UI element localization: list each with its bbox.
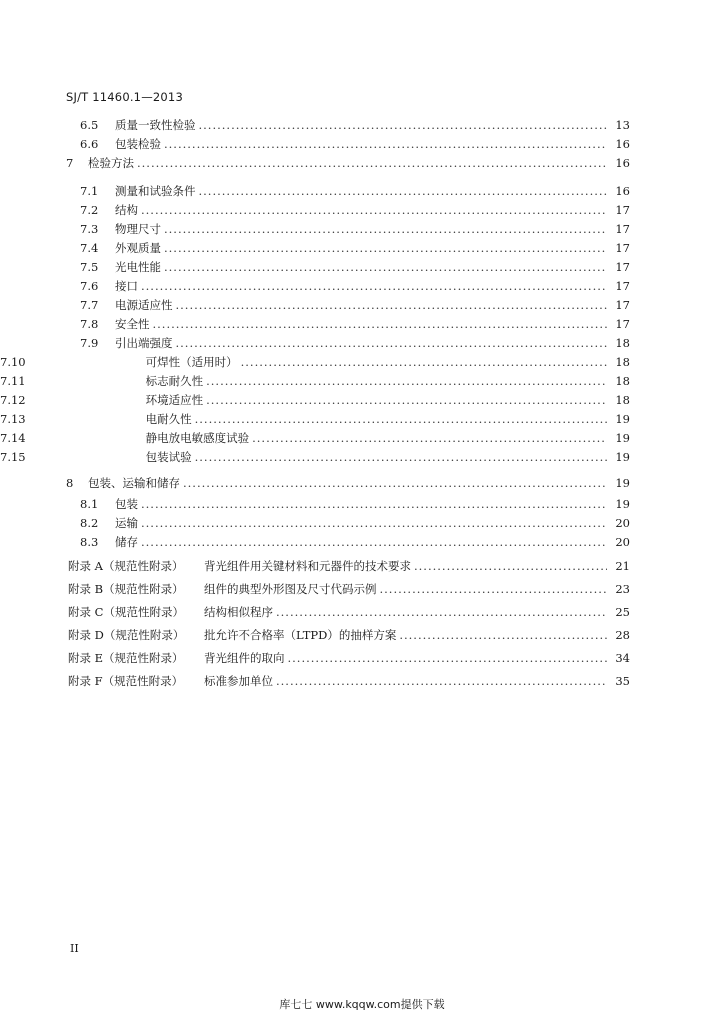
toc-entry-title: 检验方法 bbox=[88, 156, 134, 170]
toc-entry-title: 批允许不合格率（LTPD）的抽样方案 bbox=[204, 628, 397, 642]
toc-entry-page: 19 bbox=[615, 476, 630, 490]
toc-entry-title: 背光组件用关键材料和元器件的技术要求 bbox=[204, 559, 411, 573]
toc-dot-leader bbox=[164, 258, 607, 276]
toc-entry-number: 附录 A（规范性附录） bbox=[68, 559, 184, 573]
toc-entry-number: 7.6 bbox=[80, 279, 99, 293]
toc-entry-number: 附录 F（规范性附录） bbox=[68, 674, 184, 688]
toc-entry-page: 16 bbox=[615, 137, 630, 151]
toc-entry[interactable] bbox=[0, 239, 724, 257]
toc-entry-title: 物理尺寸 bbox=[115, 222, 161, 236]
toc-entry-number: 7.8 bbox=[80, 317, 99, 331]
toc-entry-page: 34 bbox=[615, 651, 630, 665]
toc-entry-number: 8 bbox=[66, 476, 74, 490]
toc-entry-page: 23 bbox=[615, 582, 630, 596]
toc-entry-number: 7.9 bbox=[80, 336, 99, 350]
toc-entry-title: 组件的典型外形图及尺寸代码示例 bbox=[204, 582, 377, 596]
toc-entry[interactable] bbox=[0, 410, 724, 428]
toc-entry[interactable] bbox=[0, 557, 724, 575]
toc-dot-leader bbox=[288, 649, 608, 667]
toc-entry[interactable] bbox=[0, 116, 724, 134]
toc-entry-number: 6.6 bbox=[80, 137, 99, 151]
toc-entry[interactable] bbox=[0, 649, 724, 667]
toc-entry[interactable] bbox=[0, 474, 724, 492]
toc-entry-number: 8.1 bbox=[80, 497, 99, 511]
toc-entry-page: 19 bbox=[615, 497, 630, 511]
toc-dot-leader bbox=[141, 201, 607, 219]
toc-entry-title: 安全性 bbox=[115, 317, 150, 331]
toc-dot-leader bbox=[164, 135, 607, 153]
toc-dot-leader bbox=[164, 220, 607, 238]
toc-entry-page: 19 bbox=[615, 450, 630, 464]
toc-entry[interactable] bbox=[0, 258, 724, 276]
toc-dot-leader bbox=[206, 372, 607, 390]
toc-dot-leader bbox=[195, 410, 607, 428]
toc-entry-title: 包装、运输和储存 bbox=[88, 476, 180, 490]
toc-entry-page: 16 bbox=[615, 184, 630, 198]
toc-entry[interactable] bbox=[0, 626, 724, 644]
toc-dot-leader bbox=[195, 448, 607, 466]
toc-entry-title: 引出端强度 bbox=[115, 336, 173, 350]
toc-entry-title: 静电放电敏感度试验 bbox=[145, 431, 250, 445]
toc-entry-page: 35 bbox=[615, 674, 630, 688]
toc-entry-title: 电耐久性 bbox=[145, 412, 192, 426]
toc-dot-leader bbox=[137, 154, 607, 172]
toc-entry-title: 储存 bbox=[115, 535, 138, 549]
toc-entry-page: 17 bbox=[615, 222, 630, 236]
toc-entry[interactable] bbox=[0, 514, 724, 532]
toc-entry-number: 附录 C（规范性附录） bbox=[68, 605, 184, 619]
toc-entry[interactable] bbox=[0, 353, 724, 371]
toc-entry-number: 7.11 bbox=[0, 374, 26, 388]
toc-entry-title: 测量和试验条件 bbox=[115, 184, 196, 198]
toc-entry[interactable] bbox=[0, 533, 724, 551]
toc-entry-number: 7.5 bbox=[80, 260, 99, 274]
page-number: II bbox=[70, 942, 79, 955]
toc-entry-page: 18 bbox=[615, 374, 630, 388]
toc-entry[interactable] bbox=[0, 296, 724, 314]
toc-entry-page: 21 bbox=[615, 559, 630, 573]
toc-dot-leader bbox=[399, 626, 607, 644]
toc-entry-number: 7 bbox=[66, 156, 74, 170]
toc-entry-title: 标准参加单位 bbox=[204, 674, 273, 688]
toc-dot-leader bbox=[252, 429, 607, 447]
toc-entry-number: 7.4 bbox=[80, 241, 99, 255]
toc-entry[interactable] bbox=[0, 672, 724, 690]
toc-dot-leader bbox=[141, 495, 607, 513]
toc-entry-title: 环境适应性 bbox=[145, 393, 204, 407]
toc-entry[interactable] bbox=[0, 154, 724, 172]
toc-dot-leader bbox=[206, 391, 607, 409]
toc-entry-page: 19 bbox=[615, 412, 630, 426]
toc-entry-number: 7.3 bbox=[80, 222, 99, 236]
toc-entry[interactable] bbox=[0, 429, 724, 447]
toc-entry-title: 包装 bbox=[115, 497, 138, 511]
toc-entry-number: 7.7 bbox=[80, 298, 99, 312]
toc-entry[interactable] bbox=[0, 277, 724, 295]
toc-dot-leader bbox=[141, 533, 607, 551]
toc-entry-title: 标志耐久性 bbox=[145, 374, 204, 388]
toc-entry[interactable] bbox=[0, 580, 724, 598]
document-code: SJ/T 11460.1—2013 bbox=[66, 90, 183, 104]
toc-entry-number: 8.2 bbox=[80, 516, 99, 530]
toc-dot-leader bbox=[141, 277, 607, 295]
toc-dot-leader bbox=[199, 182, 608, 200]
toc-entry-title: 质量一致性检验 bbox=[115, 118, 196, 132]
toc-dot-leader bbox=[414, 557, 607, 575]
toc-entry[interactable] bbox=[0, 448, 724, 466]
toc-entry-page: 19 bbox=[615, 431, 630, 445]
toc-entry-page: 17 bbox=[615, 260, 630, 274]
toc-entry-title: 结构 bbox=[115, 203, 138, 217]
toc-dot-leader bbox=[276, 603, 607, 621]
toc-dot-leader bbox=[183, 474, 607, 492]
toc-entry-page: 13 bbox=[615, 118, 630, 132]
toc-entry[interactable] bbox=[0, 135, 724, 153]
toc-entry-number: 附录 D（规范性附录） bbox=[68, 628, 185, 642]
toc-entry-title: 可焊性（适用时） bbox=[145, 355, 238, 369]
toc-dot-leader bbox=[276, 672, 607, 690]
toc-entry-page: 18 bbox=[615, 393, 630, 407]
toc-dot-leader bbox=[153, 315, 608, 333]
toc-entry[interactable] bbox=[0, 603, 724, 621]
toc-dot-leader bbox=[380, 580, 608, 598]
toc-entry[interactable] bbox=[0, 201, 724, 219]
toc-entry-page: 18 bbox=[615, 355, 630, 369]
toc-entry-number: 8.3 bbox=[80, 535, 99, 549]
toc-entry-title: 光电性能 bbox=[115, 260, 161, 274]
toc-entry-page: 28 bbox=[615, 628, 630, 642]
toc-entry-title: 接口 bbox=[115, 279, 138, 293]
toc-entry-number: 7.15 bbox=[0, 450, 26, 464]
toc-entry-number: 7.2 bbox=[80, 203, 99, 217]
toc-entry-page: 17 bbox=[615, 203, 630, 217]
toc-entry-number: 7.1 bbox=[80, 184, 99, 198]
toc-entry-title: 包装检验 bbox=[115, 137, 161, 151]
toc-dot-leader bbox=[164, 239, 607, 257]
toc-entry-number: 附录 E（规范性附录） bbox=[68, 651, 184, 665]
toc-entry-page: 16 bbox=[615, 156, 630, 170]
toc-entry-number: 7.12 bbox=[0, 393, 26, 407]
toc-entry-page: 17 bbox=[615, 317, 630, 331]
toc-entry[interactable] bbox=[0, 372, 724, 390]
toc-entry-number: 7.14 bbox=[0, 431, 26, 445]
toc-entry-page: 17 bbox=[615, 298, 630, 312]
toc-entry[interactable] bbox=[0, 391, 724, 409]
toc-entry-title: 结构相似程序 bbox=[204, 605, 273, 619]
toc-entry[interactable] bbox=[0, 220, 724, 238]
toc-dot-leader bbox=[141, 514, 607, 532]
toc-entry-number: 6.5 bbox=[80, 118, 99, 132]
toc-entry[interactable] bbox=[0, 334, 724, 352]
toc-entry[interactable] bbox=[0, 182, 724, 200]
toc-entry-page: 17 bbox=[615, 241, 630, 255]
toc-dot-leader bbox=[241, 353, 607, 371]
toc-entry-title: 包装试验 bbox=[145, 450, 192, 464]
toc-entry-title: 背光组件的取向 bbox=[204, 651, 285, 665]
toc-entry-number: 附录 B（规范性附录） bbox=[68, 582, 184, 596]
toc-entry-title: 运输 bbox=[115, 516, 138, 530]
toc-entry-title: 外观质量 bbox=[115, 241, 161, 255]
toc-entry-page: 25 bbox=[615, 605, 630, 619]
toc-dot-leader bbox=[199, 116, 608, 134]
toc-entry-page: 20 bbox=[615, 535, 630, 549]
toc-dot-leader bbox=[176, 296, 608, 314]
toc-entry-page: 20 bbox=[615, 516, 630, 530]
toc-dot-leader bbox=[176, 334, 608, 352]
toc-entry[interactable] bbox=[0, 315, 724, 333]
toc-entry-title: 电源适应性 bbox=[115, 298, 173, 312]
toc-entry-number: 7.13 bbox=[0, 412, 26, 426]
toc-entry[interactable] bbox=[0, 495, 724, 513]
watermark-text: 库七七 www.kqqw.com提供下载 bbox=[279, 998, 445, 1011]
toc-entry-number: 7.10 bbox=[0, 355, 26, 369]
toc-entry-page: 18 bbox=[615, 336, 630, 350]
toc-entry-page: 17 bbox=[615, 279, 630, 293]
